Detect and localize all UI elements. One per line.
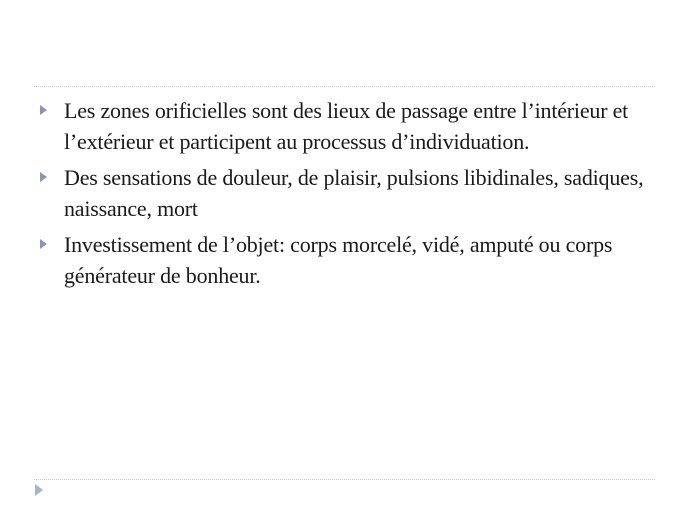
next-slide-arrow-icon[interactable] (35, 484, 43, 496)
bullet-text: Investissement de l’objet: corps morcelé, vidé, amputé ou corps générateur de bonheur. (64, 232, 613, 288)
bullet-text: Des sensations de douleur, de plaisir, pulsions libidinales, sadiques, naissance, mort (64, 165, 644, 221)
triangle-bullet-icon (40, 172, 47, 182)
list-item (34, 230, 664, 291)
triangle-bullet-icon (40, 239, 47, 249)
bullet-text: Les zones orificielles sont des lieux de passage entre l’intérieur et l’extérieur et participent au processus d’individuation. (64, 98, 629, 154)
list-item (34, 96, 664, 157)
list-item (34, 163, 664, 224)
bullet-list (34, 96, 664, 297)
bottom-divider (34, 479, 655, 480)
top-divider (34, 86, 655, 87)
triangle-bullet-icon (40, 105, 47, 115)
